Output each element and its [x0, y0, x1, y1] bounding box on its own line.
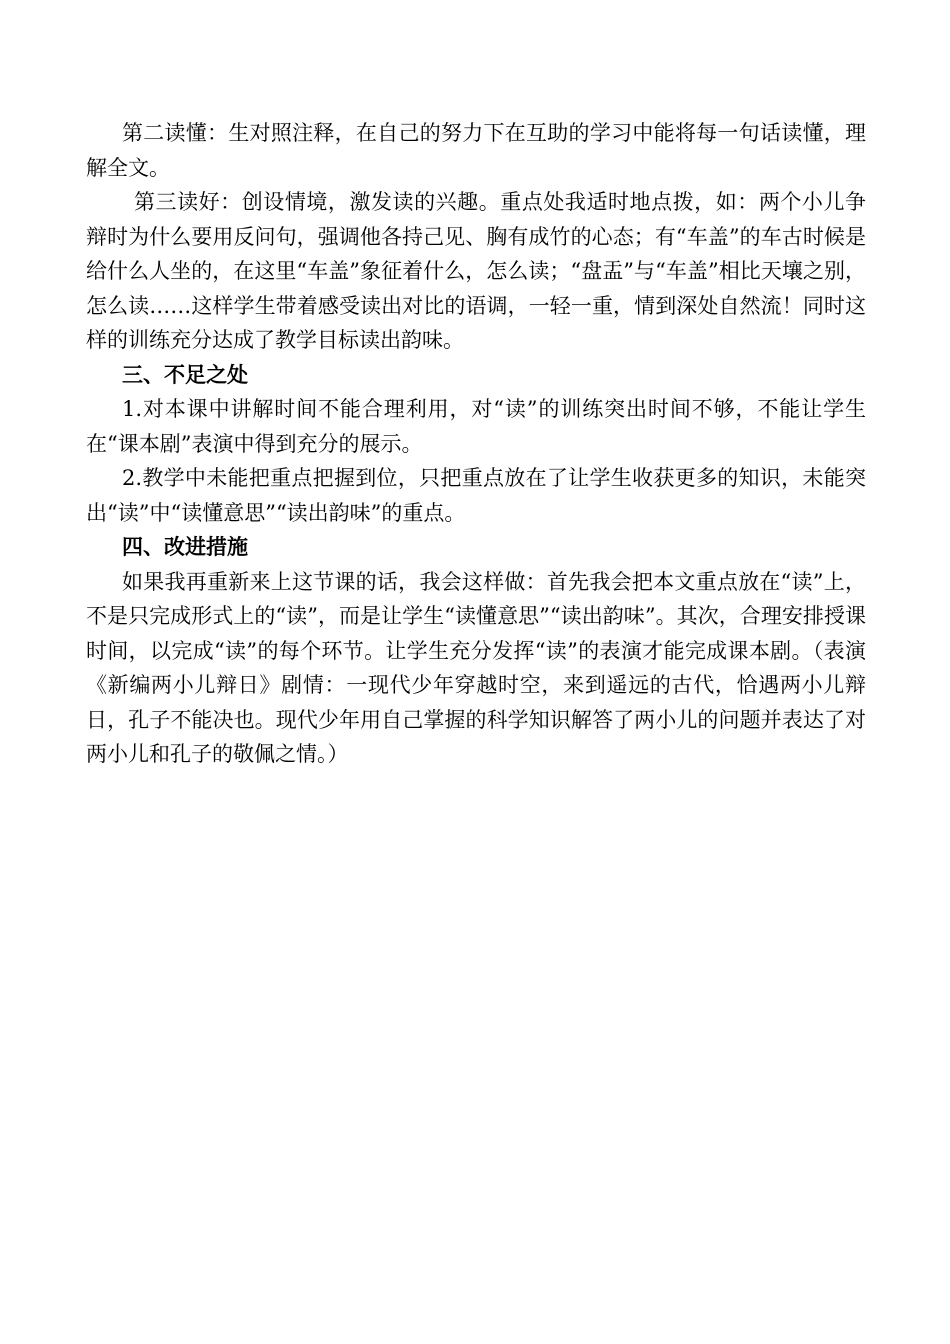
paragraph-third-reading: 第三读好：创设情境，激发读的兴趣。重点处我适时地点拨，如：两个小儿争辩时为什么要用反问句，强调他各持己见、胸有成竹的心态；有“车盖”的车古时候是给什么人坐的，在这里“车盖”象征着什么，怎么读；“盘盂”与“车盖”相比天壤之别，怎么读……这样学生带着感受读出对比的语调，一轻一重，情到深处自然流！同时这样的训练充分达成了教学目标读出韵味。: [86, 190, 866, 352]
paragraph-shortcoming-2: 2.教学中未能把重点把握到位，只把重点放在了让学生收获更多的知识，未能突出“读”中“读懂意思”“读出韵味”的重点。: [86, 466, 866, 525]
paragraph-shortcoming-1: 1.对本课中讲解时间不能合理利用，对“读”的训练突出时间不够，不能让学生在“课本剧”表演中得到充分的展示。: [86, 397, 866, 456]
section-heading-improvements: 四、改进措施: [122, 535, 248, 559]
paragraph-second-reading: 第二读懂：生对照注释，在自己的努力下在互助的学习中能将每一句话读懂，理解全文。: [86, 121, 866, 180]
document-page: [86, 116, 866, 772]
paragraph-improvements: 如果我再重新来上这节课的话，我会这样做：首先我会把本文重点放在“读”上，不是只完成形式上的“读”，而是让学生“读懂意思”“读出韵味”。其次，合理安排授课时间，以完成“读”的每个环节。让学生充分发挥“读”的表演才能完成课本剧。（表演《新编两小儿辩日》剧情：一现代少年穿越时空，来到遥远的古代，恰遇两小儿辩日，孔子不能决也。现代少年用自己掌握的科学知识解答了两小儿的问题并表达了对两小儿和孔子的敬佩之情。）: [86, 569, 866, 766]
section-heading-shortcomings: 三、不足之处: [122, 362, 248, 387]
